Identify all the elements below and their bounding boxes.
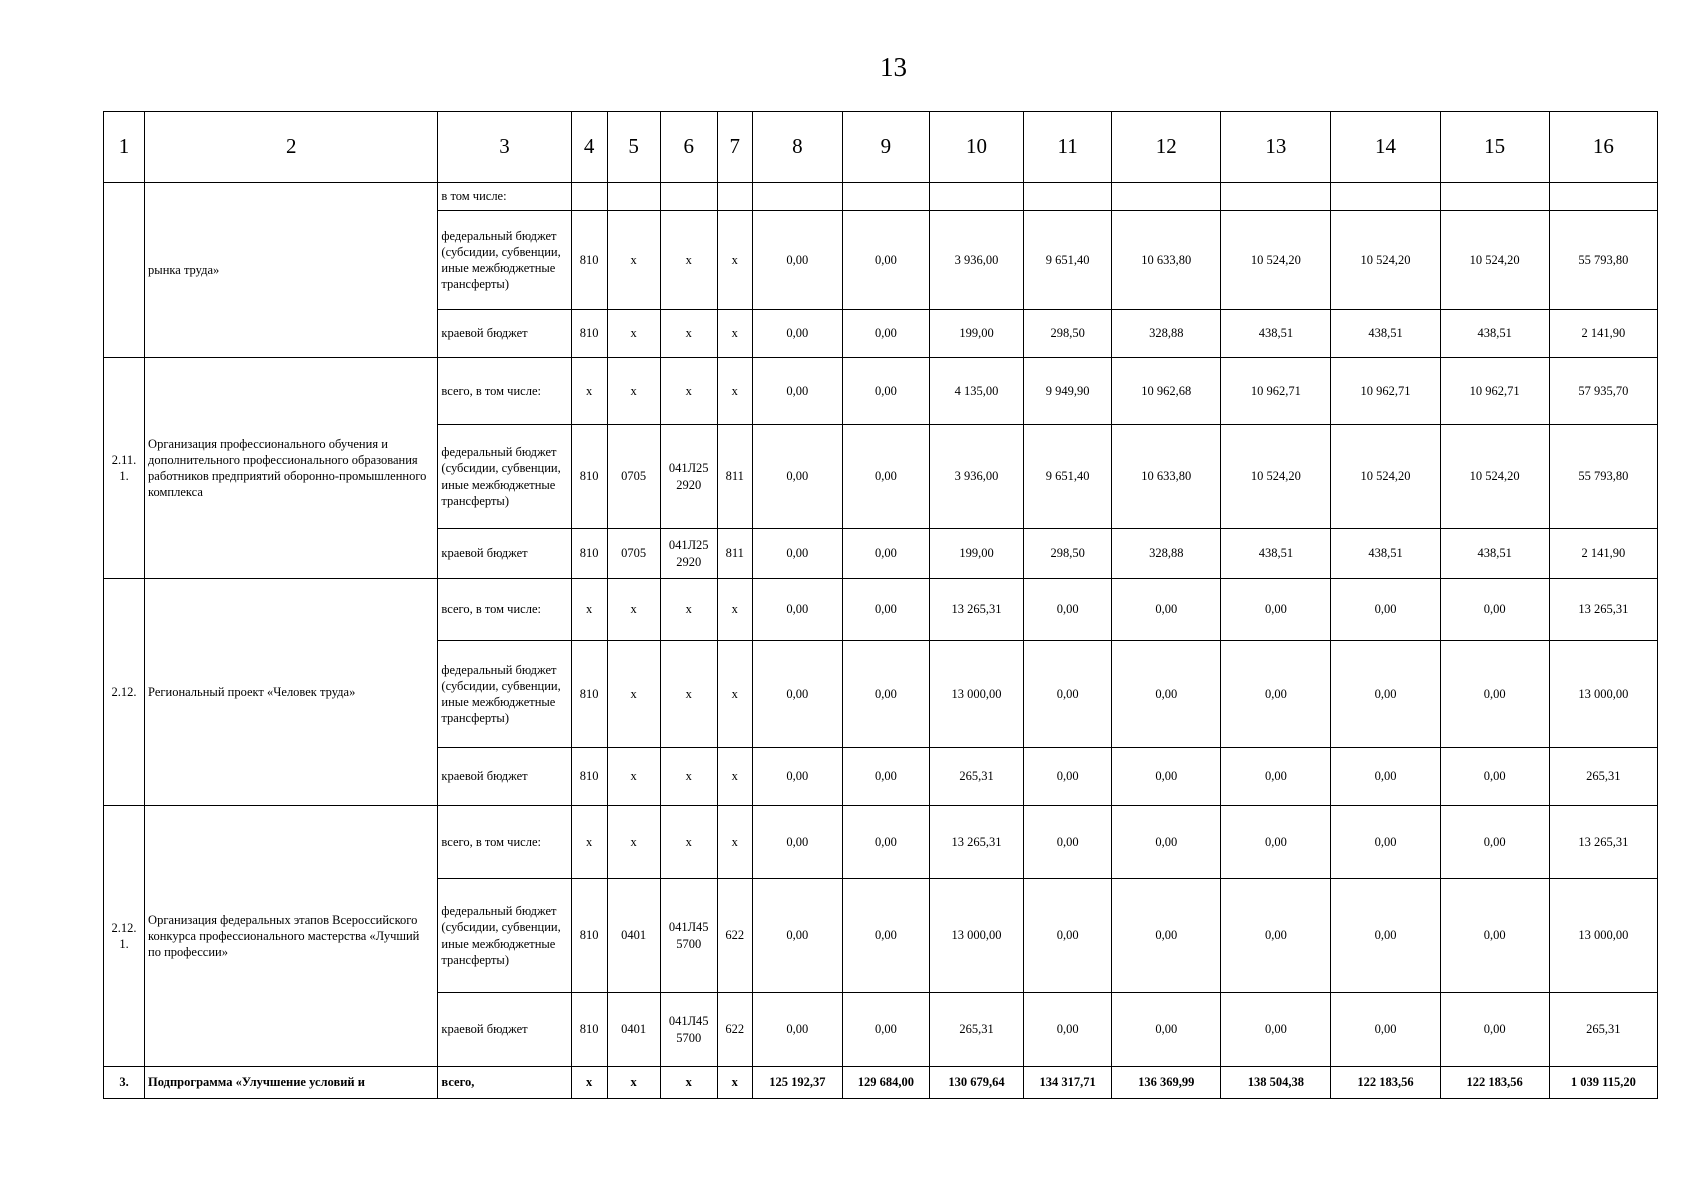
row-number: 2.11. 1. (104, 358, 145, 579)
row-name: Организация профессионального обучения и дополнительного профессионального образования работников предприятий оборонно-промышленного комплекса (145, 358, 438, 579)
source-label: федеральный бюджет (субсидии, субвенции, иные межбюджетные трансферты) (438, 425, 571, 529)
value-cell: 298,50 (1024, 310, 1112, 358)
value-cell: 13 265,31 (929, 579, 1023, 641)
source-label: всего, в том числе: (438, 358, 571, 425)
header-cell: 14 (1331, 112, 1440, 183)
value-cell: 0,00 (842, 425, 929, 529)
cell: х (607, 641, 660, 748)
value-cell: 2 141,90 (1549, 310, 1657, 358)
value-cell: 298,50 (1024, 529, 1112, 579)
cell: х (660, 1067, 717, 1099)
header-cell: 3 (438, 112, 571, 183)
cell: 811 (717, 529, 752, 579)
header-cell: 6 (660, 112, 717, 183)
header-cell: 4 (571, 112, 607, 183)
value-cell: 125 192,37 (752, 1067, 842, 1099)
value-cell: 0,00 (752, 211, 842, 310)
value-cell: 328,88 (1112, 310, 1221, 358)
value-cell: 0,00 (752, 310, 842, 358)
value-cell: 0,00 (752, 358, 842, 425)
value-cell: 10 524,20 (1440, 211, 1549, 310)
value-cell: 3 936,00 (929, 211, 1023, 310)
value-cell: 0,00 (1112, 993, 1221, 1067)
value-cell: 10 524,20 (1221, 425, 1331, 529)
table-row (104, 183, 1658, 211)
value-cell: 0,00 (752, 993, 842, 1067)
value-cell: 9 651,40 (1024, 211, 1112, 310)
cell: х (660, 310, 717, 358)
cell: х (717, 806, 752, 879)
value-cell: 0,00 (1331, 993, 1440, 1067)
value-cell: 3 936,00 (929, 425, 1023, 529)
value-cell: 13 265,31 (1549, 806, 1657, 879)
value-cell: 13 000,00 (1549, 641, 1657, 748)
cell: 0401 (607, 993, 660, 1067)
value-cell: 0,00 (842, 529, 929, 579)
cell: х (717, 310, 752, 358)
cell: х (607, 806, 660, 879)
header-row (104, 112, 1658, 183)
table-row (104, 806, 1658, 879)
value-cell: 55 793,80 (1549, 211, 1657, 310)
value-cell: 10 962,71 (1440, 358, 1549, 425)
value-cell: 0,00 (1331, 641, 1440, 748)
value-cell: 10 962,68 (1112, 358, 1221, 425)
value-cell: 9 949,90 (1024, 358, 1112, 425)
value-cell: 10 633,80 (1112, 425, 1221, 529)
value-cell: 130 679,64 (929, 1067, 1023, 1099)
value-cell: 0,00 (752, 579, 842, 641)
value-cell: 10 524,20 (1440, 425, 1549, 529)
header-cell: 15 (1440, 112, 1549, 183)
value-cell: 265,31 (929, 993, 1023, 1067)
row-name: Организация федеральных этапов Всероссийского конкурса профессионального мастерства «Лучший по профессии» (145, 806, 438, 1067)
table-row (104, 1067, 1658, 1099)
value-cell: 0,00 (1331, 879, 1440, 993)
value-cell: 0,00 (1221, 748, 1331, 806)
source-label: всего, (438, 1067, 571, 1099)
value-cell: 0,00 (1440, 641, 1549, 748)
header-cell: 12 (1112, 112, 1221, 183)
value-cell: 10 524,20 (1221, 211, 1331, 310)
value-cell: 0,00 (842, 211, 929, 310)
header-cell: 13 (1221, 112, 1331, 183)
value-cell: 13 265,31 (1549, 579, 1657, 641)
cell: х (571, 806, 607, 879)
row-name: рынка труда» (145, 183, 438, 358)
value-cell: 10 962,71 (1331, 358, 1440, 425)
source-label: краевой бюджет (438, 310, 571, 358)
cell: х (607, 211, 660, 310)
value-cell: 0,00 (752, 748, 842, 806)
cell: 810 (571, 211, 607, 310)
value-cell: 55 793,80 (1549, 425, 1657, 529)
value-cell: 0,00 (1440, 806, 1549, 879)
value-cell: 0,00 (1112, 579, 1221, 641)
value-cell: 0,00 (1440, 579, 1549, 641)
value-cell: 0,00 (1024, 641, 1112, 748)
value-cell: 0,00 (752, 529, 842, 579)
cell: х (571, 579, 607, 641)
row-name: Подпрограмма «Улучшение условий и (145, 1067, 438, 1099)
source-label: всего, в том числе: (438, 806, 571, 879)
cell: 041Л25 2920 (660, 529, 717, 579)
cell: 0705 (607, 529, 660, 579)
cell: 041Л45 5700 (660, 993, 717, 1067)
value-cell: 122 183,56 (1331, 1067, 1440, 1099)
cell: х (607, 748, 660, 806)
cell: х (717, 1067, 752, 1099)
value-cell: 438,51 (1331, 310, 1440, 358)
cell: 622 (717, 993, 752, 1067)
value-cell: 13 000,00 (929, 641, 1023, 748)
value-cell: 129 684,00 (842, 1067, 929, 1099)
cell: х (717, 358, 752, 425)
value-cell: 0,00 (842, 641, 929, 748)
source-label: федеральный бюджет (субсидии, субвенции, иные межбюджетные трансферты) (438, 211, 571, 310)
value-cell: 438,51 (1440, 529, 1549, 579)
cell: х (660, 358, 717, 425)
cell: х (571, 358, 607, 425)
value-cell: 57 935,70 (1549, 358, 1657, 425)
value-cell: 0,00 (1221, 641, 1331, 748)
value-cell: 0,00 (1024, 748, 1112, 806)
cell: 0401 (607, 879, 660, 993)
header-cell: 8 (752, 112, 842, 183)
value-cell: 0,00 (842, 748, 929, 806)
cell: 041Л25 2920 (660, 425, 717, 529)
value-cell: 0,00 (1221, 579, 1331, 641)
cell: х (717, 641, 752, 748)
value-cell: 0,00 (1112, 641, 1221, 748)
value-cell: 0,00 (1024, 806, 1112, 879)
header-cell: 9 (842, 112, 929, 183)
value-cell: 10 633,80 (1112, 211, 1221, 310)
value-cell: 13 000,00 (1549, 879, 1657, 993)
cell: 810 (571, 529, 607, 579)
cell: 041Л45 5700 (660, 879, 717, 993)
value-cell: 265,31 (1549, 993, 1657, 1067)
cell: 810 (571, 993, 607, 1067)
value-cell: 0,00 (1221, 993, 1331, 1067)
value-cell: 10 524,20 (1331, 425, 1440, 529)
cell: х (660, 641, 717, 748)
cell: 810 (571, 879, 607, 993)
value-cell: 438,51 (1440, 310, 1549, 358)
header-cell: 10 (929, 112, 1023, 183)
value-cell: 0,00 (1331, 748, 1440, 806)
value-cell: 0,00 (752, 641, 842, 748)
value-cell: 438,51 (1221, 529, 1331, 579)
value-cell: 0,00 (1024, 879, 1112, 993)
row-number: 3. (104, 1067, 145, 1099)
value-cell: 265,31 (1549, 748, 1657, 806)
value-cell: 9 651,40 (1024, 425, 1112, 529)
value-cell: 0,00 (1221, 806, 1331, 879)
cell: 811 (717, 425, 752, 529)
cell: х (607, 1067, 660, 1099)
value-cell: 1 039 115,20 (1549, 1067, 1657, 1099)
cell: 622 (717, 879, 752, 993)
value-cell: 0,00 (1440, 748, 1549, 806)
value-cell: 10 524,20 (1331, 211, 1440, 310)
value-cell: 122 183,56 (1440, 1067, 1549, 1099)
header-cell: 1 (104, 112, 145, 183)
value-cell: 0,00 (1440, 993, 1549, 1067)
value-cell: 10 962,71 (1221, 358, 1331, 425)
value-cell: 136 369,99 (1112, 1067, 1221, 1099)
source-label: краевой бюджет (438, 529, 571, 579)
source-label: федеральный бюджет (субсидии, субвенции, иные межбюджетные трансферты) (438, 879, 571, 993)
cell: х (660, 806, 717, 879)
value-cell: 328,88 (1112, 529, 1221, 579)
cell: х (660, 579, 717, 641)
cell: х (607, 310, 660, 358)
header-cell: 11 (1024, 112, 1112, 183)
value-cell: 0,00 (842, 358, 929, 425)
value-cell: 13 265,31 (929, 806, 1023, 879)
value-cell: 0,00 (752, 806, 842, 879)
value-cell: 0,00 (842, 993, 929, 1067)
value-cell: 0,00 (1024, 579, 1112, 641)
row-number (104, 183, 145, 358)
cell: х (660, 211, 717, 310)
value-cell: 0,00 (842, 310, 929, 358)
value-cell: 0,00 (1221, 879, 1331, 993)
value-cell: 199,00 (929, 529, 1023, 579)
value-cell: 2 141,90 (1549, 529, 1657, 579)
value-cell: 0,00 (1024, 993, 1112, 1067)
value-cell: 0,00 (752, 879, 842, 993)
source-label: федеральный бюджет (субсидии, субвенции, иные межбюджетные трансферты) (438, 641, 571, 748)
value-cell: 438,51 (1221, 310, 1331, 358)
value-cell: 0,00 (1112, 879, 1221, 993)
source-label: в том числе: (438, 183, 571, 211)
row-number: 2.12. (104, 579, 145, 806)
source-label: всего, в том числе: (438, 579, 571, 641)
value-cell: 0,00 (1112, 748, 1221, 806)
value-cell: 199,00 (929, 310, 1023, 358)
table-row (104, 579, 1658, 641)
value-cell: 0,00 (842, 579, 929, 641)
row-number: 2.12. 1. (104, 806, 145, 1067)
header-cell: 5 (607, 112, 660, 183)
row-name: Региональный проект «Человек труда» (145, 579, 438, 806)
value-cell: 13 000,00 (929, 879, 1023, 993)
source-label: краевой бюджет (438, 748, 571, 806)
header-cell: 7 (717, 112, 752, 183)
value-cell: 265,31 (929, 748, 1023, 806)
cell: х (660, 748, 717, 806)
cell: 810 (571, 748, 607, 806)
value-cell: 138 504,38 (1221, 1067, 1331, 1099)
cell: х (717, 211, 752, 310)
cell: х (717, 579, 752, 641)
table-row (104, 358, 1658, 425)
cell: х (607, 358, 660, 425)
value-cell: 0,00 (752, 425, 842, 529)
cell: 0705 (607, 425, 660, 529)
cell: х (607, 579, 660, 641)
budget-table (103, 111, 1658, 1099)
value-cell: 4 135,00 (929, 358, 1023, 425)
value-cell: 0,00 (842, 806, 929, 879)
value-cell: 0,00 (1440, 879, 1549, 993)
value-cell: 134 317,71 (1024, 1067, 1112, 1099)
value-cell: 0,00 (842, 879, 929, 993)
cell: х (571, 1067, 607, 1099)
page-number: 13 (880, 52, 907, 82)
cell: х (717, 748, 752, 806)
value-cell: 0,00 (1112, 806, 1221, 879)
header-cell: 2 (145, 112, 438, 183)
header-cell: 16 (1549, 112, 1657, 183)
value-cell: 438,51 (1331, 529, 1440, 579)
source-label: краевой бюджет (438, 993, 571, 1067)
cell: 810 (571, 425, 607, 529)
cell: 810 (571, 641, 607, 748)
cell: 810 (571, 310, 607, 358)
value-cell: 0,00 (1331, 806, 1440, 879)
value-cell: 0,00 (1331, 579, 1440, 641)
